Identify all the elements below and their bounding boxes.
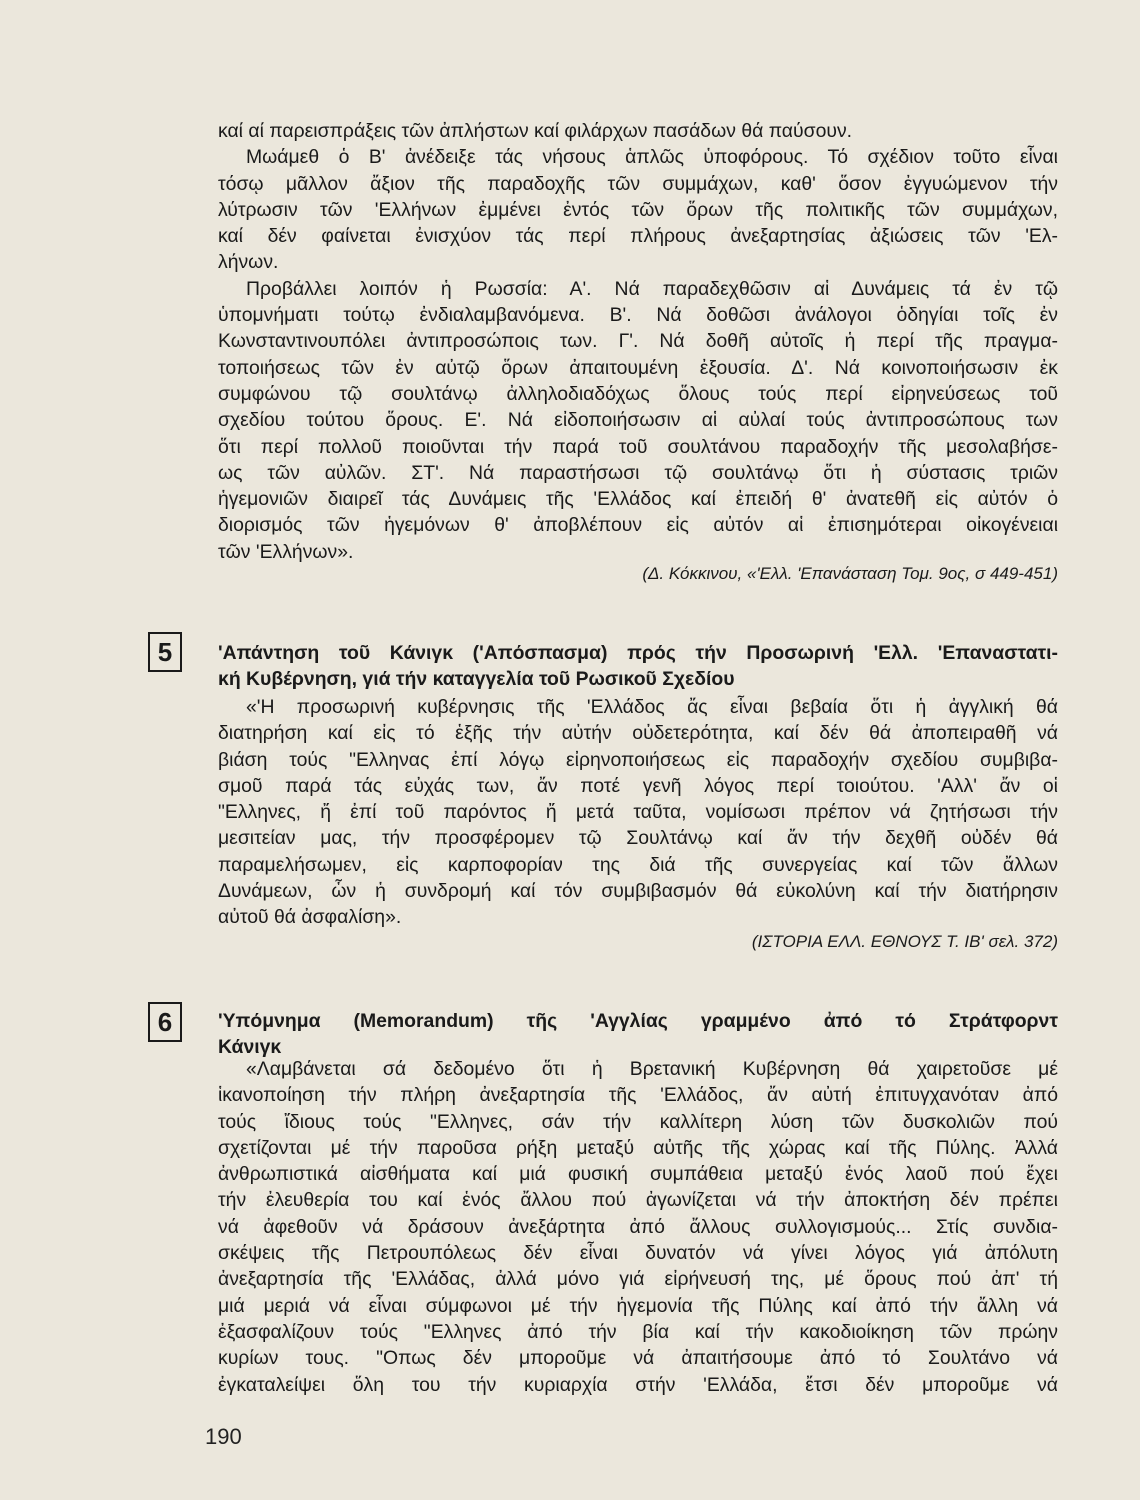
text-line: Κωνσταντινουπόλει ἀντιπροσώποις των. Γ'. Νά δοθῆ αὐτοῖς ἡ περί τῆς πραγμα- (218, 330, 1058, 353)
text-line: ἀνθρωπιστικά αἰσθήματα καί μιά φυσική συμπάθεια μεταξύ ἑνός λαοῦ πού ἔχει (218, 1163, 1058, 1186)
section-6-heading (218, 1008, 1058, 1061)
section-5-body (218, 694, 1058, 931)
citation-1: (Δ. Κόκκινου, «'Ελλ. 'Επανάσταση Τομ. 9ος, σ 449-451) (642, 564, 1058, 583)
text-line: ὑπομνήματι τούτῳ ἐνδιαλαμβανόμενα. Β'. Νά δοθῶσι ἀνάλογοι ὁδηγίαι τοῖς ἐν (218, 304, 1058, 327)
text-line: αὐτοῦ θά ἀσφαλίση». (218, 906, 402, 929)
heading-line: κή Κυβέρνηση, γιά τήν καταγγελία τοῦ Ρωσικοῦ Σχεδίου (218, 668, 735, 691)
text-line: Δυνάμεων, ὧν ἡ συνδρομή καί τόν συμβιβασμόν θά εὐκολύνη καί τήν διατήρησιν (218, 880, 1058, 903)
text-line: τούς ἴδιους τούς "Ελληνες, σάν τήν καλλίτερη λύση τῶν δυσκολιῶν πού (218, 1110, 1058, 1133)
text-line: σκέψεις τῆς Πετρουπόλεως δέν εἶναι δυνατόν νά γίνει λόγος γιά ἀπόλυτη (218, 1242, 1058, 1265)
text-line: λήνων. (218, 251, 279, 274)
heading-line: Κάνιγκ (218, 1036, 282, 1059)
text-line: Προβάλλει λοιπόν ἡ Ρωσσία: Α'. Νά παραδεχθῶσιν αἱ Δυνάμεις τά ἐν τῷ (246, 277, 1058, 300)
text-line: ως τῶν αὐλῶν. ΣΤ'. Νά παραστήσωσι τῷ σουλτάνῳ ὅτι ἡ σύστασις τριῶν (218, 461, 1058, 484)
section-1-text (218, 118, 1058, 565)
text-line: παραμελήσωμεν, εἰς καρποφορίαν της διά τῆς συνεργείας καί τῶν ἄλλων (218, 853, 1058, 876)
text-line: ἱκανοποίηση τήν πλήρη ἀνεξαρτησία τῆς 'Ελλάδος, ἄν αὐτή ἐπιτυγχανόταν ἀπό (218, 1084, 1058, 1107)
text-line: "Ελληνες, ἤ ἐπί τοῦ παρόντος ἤ μετά ταῦτα, νομίσωσι πρέπον νά ζητήσωσι τήν (218, 801, 1058, 824)
text-line: συμφώνου τῷ σουλτάνῳ ἀλληλοδιαδόχως ὅλους τούς περί εἰρηνεύσεως τοῦ (218, 382, 1058, 405)
text-line: ἀνεξαρτησία τῆς 'Ελλάδας, ἀλλά μόνο γιά εἰρήνευσή της, μέ ὅρους πού ἀπ' τή (218, 1268, 1058, 1291)
page-number: 190 (205, 1424, 242, 1449)
text-line: διατηρήση καί εἰς τό ἑξῆς τήν αὐτήν οὐδετερότητα, καί δέν θά ἀποπειραθῆ νά (218, 722, 1058, 745)
text-line: τῶν 'Ελλήνων». (218, 540, 354, 563)
text-line: τοποιήσεως τῶν ἐν αὐτῷ ὅρων ἀπαιτουμένη ἐξουσία. Δ'. Νά κοινοποιήσωσιν ἐκ (218, 356, 1058, 379)
text-line: βιάση τούς "Ελληνας ἐπί λόγῳ εἰρηνοποιήσεως εἰς παραδοχήν σχεδίου συμβιβα- (218, 748, 1058, 771)
text-line: μιά μεριά νά εἶναι σύμφωνοι μέ τήν ἡγεμονία τῆς Πύλης καί ἀπό τήν ἄλλη νά (218, 1294, 1058, 1317)
text-line: μεσιτείαν μας, τήν προσφέρομεν τῷ Σουλτάνῳ καί ἄν τήν δεχθῆ οὐδέν θά (218, 827, 1058, 850)
section-number-5: 5 (148, 632, 182, 672)
text-line: καί δέν φαίνεται ἐνισχύον τάς περί πλήρους ἀνεξαρτησίας ἀξιώσεις τῶν 'Ελ- (218, 225, 1058, 248)
text-line: νά ἀφεθοῦν νά δράσουν ἀνεξάρτητα ἀπό ἄλλους συλλογισμούς... Στίς συνδια- (218, 1215, 1058, 1238)
text-line: «Λαμβάνεται σά δεδομένο ὅτι ἡ Βρετανική Κυβέρνηση θά χαιρετοῦσε μέ (246, 1058, 1058, 1080)
text-line: διορισμός τῶν ἡγεμόνων θ' ἀποβλέπουν εἰς αὐτόν αἱ ἐπισημότεραι οἰκογένειαι (218, 514, 1058, 537)
section-6-body (218, 1056, 1058, 1398)
text-line: κυρίων τους. "Οπως δέν μποροῦμε νά ἀπαιτήσουμε ἀπό τό Σουλτάνο νά (218, 1347, 1058, 1370)
text-line: λύτρωσιν τῶν 'Ελλήνων ἐμμένει ἐντός τῶν ὅρων τῆς πολιτικῆς τῶν συμμάχων, (218, 198, 1058, 221)
citation-5: (ΙΣΤΟΡΙΑ ΕΛΛ. ΕΘΝΟΥΣ Τ. ΙΒ' σελ. 372) (751, 932, 1058, 951)
text-line: ἐγκαταλείψει ὅλη του τήν κυριαρχία στήν 'Ελλάδα, ἔτσι δέν μποροῦμε νά (218, 1373, 1058, 1396)
text-line: «'Η προσωρινή κυβέρνησις τῆς 'Ελλάδος ἄς εἶναι βεβαία ὅτι ἡ ἀγγλική θά (246, 696, 1058, 718)
text-line: σχετίζονται μέ τήν παροῦσα ρήξη μεταξύ αὐτῆς τῆς χώρας καί τῆς Πύλης. Ἀλλά (218, 1136, 1058, 1159)
section-5-heading (218, 640, 1058, 693)
heading-line: 'Απάντηση τοῦ Κάνιγκ ('Απόσπασμα) πρός τήν Προσωρινή 'Ελλ. 'Επαναστατι- (218, 642, 1058, 664)
text-line: Μωάμεθ ὁ Β' ἀνέδειξε τάς νήσους ἁπλῶς ὑποφόρους. Τό σχέδιον τοῦτο εἶναι (246, 146, 1058, 169)
text-line: ὅτι περί πολλοῦ ποιοῦνται τήν παρά τοῦ σουλτάνου παραδοχήν τῆς μεσολαβήσε- (218, 435, 1058, 458)
text-line: σμοῦ παρά τάς εὐχάς των, ἄν ποτέ γενῆ λόγος περί τοιούτου. 'Αλλ' ἄν οἱ (218, 774, 1058, 797)
heading-line: 'Υπόμνημα (Memorandum) τῆς 'Αγγλίας γραμμένο ἀπό τό Στράτφορντ (218, 1010, 1058, 1032)
text-line: ἐξασφαλίζουν τούς "Ελληνες ἀπό τήν βία καί τήν κακοδιοίκηση τῶν πρώην (218, 1320, 1058, 1343)
text-line: καί αί παρεισπράξεις τῶν ἀπλήστων καί φιλάρχων πασάδων θά παύσουν. (218, 120, 853, 142)
text-line: σχεδίου τούτου ὅρους. Ε'. Νά εἰδοποιήσωσιν αἱ αὐλαί τούς ἀντιπροσώπους των (218, 409, 1058, 432)
section-number-6: 6 (148, 1002, 182, 1042)
text-line: τόσῳ μᾶλλον ἄξιον τῆς παραδοχῆς τῶν συμμάχων, καθ' ὅσον ἐγγυώμενον τήν (218, 172, 1058, 195)
text-line: τήν ἐλευθερία του καί ἑνός ἄλλου πού ἀγωνίζεται νά τήν ἀποκτήση δέν πρέπει (218, 1189, 1058, 1212)
text-line: ἡγεμονιῶν διαιρεῖ τάς Δυνάμεις τῆς 'Ελλάδος καί ἐπειδή θ' ἀνατεθῆ εἰς αὐτόν ὁ (218, 488, 1058, 511)
